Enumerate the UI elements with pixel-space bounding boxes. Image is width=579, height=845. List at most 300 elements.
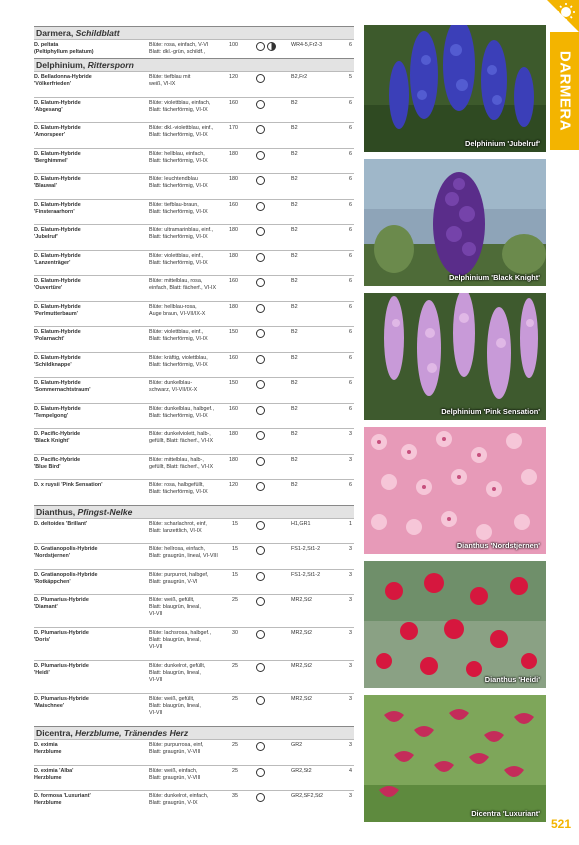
sun-exposure-icon	[256, 457, 265, 466]
table-row	[34, 148, 354, 174]
description-line: Blatt: fächerförmig, VI-IX	[149, 259, 208, 266]
description-line: Blüte: tiefblau mit	[149, 74, 191, 80]
photo-caption: Dianthus 'Nordstjernen'	[456, 541, 540, 550]
description-line: Blüte: dunkelrot, einfach,	[149, 793, 209, 799]
section-heading	[34, 58, 354, 71]
habitat-code: B2	[291, 201, 298, 208]
description-line: VI-VII	[149, 677, 163, 683]
photo-dianthus-nordstjernen	[364, 427, 546, 554]
delphinium-purple-photo-icon	[364, 159, 546, 286]
photo-caption: Delphinium 'Jubelruf'	[465, 139, 540, 148]
description-line: Blatt: blaugrün, lineal,	[149, 670, 201, 676]
plant-name	[34, 457, 144, 471]
plant-name	[34, 304, 144, 318]
description-line: Blüte: hellrosa, einfach,	[149, 546, 206, 552]
cultivar-name: 'Diamant'	[34, 604, 58, 610]
section-tab	[550, 32, 579, 150]
botanical-name: D. deltoides 'Brillant'	[34, 520, 88, 527]
plant-description	[149, 176, 229, 190]
plant-height: 160	[229, 278, 238, 284]
table-row	[34, 569, 354, 595]
plant-description	[149, 482, 229, 496]
description-line: Blüte: hellblau-rosa,	[149, 303, 197, 310]
plant-name	[34, 572, 144, 586]
habitat-code: MR2,St2	[291, 597, 312, 603]
plants-per-sqm: 3	[349, 456, 352, 463]
habitat-code: B2	[291, 456, 298, 463]
botanical-name: D. Elatum-Hybride	[34, 405, 81, 412]
plant-height: 180	[229, 456, 238, 463]
description-line: Blüte: leuchtendblau	[149, 176, 198, 182]
plant-name	[34, 329, 144, 343]
plant-description	[149, 278, 229, 292]
habitat-code: B2	[291, 252, 298, 259]
section-heading	[34, 26, 354, 39]
plant-description	[149, 768, 229, 782]
plant-height: 180	[229, 227, 238, 233]
description-line: Blatt: fächerförmig, VI-IX	[149, 361, 208, 368]
description-line: Blatt: fächerförmig, VI-IX	[149, 336, 208, 342]
table-row	[34, 454, 354, 480]
common-name: Herzblume, Tränendes Herz	[75, 728, 189, 738]
plant-name	[34, 406, 144, 420]
habitat-code: MR2,St2	[291, 663, 312, 669]
botanical-name: D. Elatum-Hybride	[34, 278, 81, 284]
plant-description	[149, 457, 229, 471]
plant-description	[149, 151, 229, 165]
sun-exposure-icon	[256, 278, 265, 287]
plant-name	[34, 742, 144, 756]
plant-description	[149, 42, 229, 56]
habitat-code: FS1-2,St1-2	[291, 546, 321, 552]
table-row	[34, 39, 354, 58]
delphinium-blue-photo-icon	[364, 25, 546, 152]
plant-description	[149, 304, 229, 318]
habitat-code: B2	[291, 431, 298, 437]
plant-name	[34, 74, 144, 88]
cultivar-name: 'Black Knight'	[34, 438, 70, 444]
plant-name	[34, 696, 144, 710]
description-line: Blüte: weiß, gefüllt,	[149, 597, 195, 603]
cultivar-name: 'Blue Bird'	[34, 463, 61, 470]
delphinium-pink-photo-icon	[364, 293, 546, 420]
common-name: Rittersporn	[87, 60, 134, 70]
botanical-name: D. Belladonna-Hybride	[34, 74, 92, 80]
photo-caption: Dianthus 'Heidi'	[484, 675, 540, 684]
table-row	[34, 790, 354, 816]
description-line: Blüte: violettblau, einf.,	[149, 329, 204, 335]
sun-exposure-icon	[256, 597, 265, 606]
description-line: Blatt: graugrün, V-VIII	[149, 774, 201, 781]
table-row	[34, 352, 354, 378]
sun-exposure-icon	[256, 742, 265, 751]
plant-name	[34, 355, 144, 369]
cultivar-name: 'Maischnee'	[34, 703, 65, 709]
plant-name	[34, 521, 144, 528]
sun-exposure-icon	[256, 572, 265, 581]
habitat-code: B2	[291, 303, 298, 310]
botanical-name: D. Elatum-Hybride	[34, 150, 81, 157]
sun-exposure-icon	[256, 151, 265, 160]
cultivar-name: Herzblume	[34, 800, 62, 806]
description-line: Blatt: graugrün, V-VIII	[149, 749, 201, 755]
plant-name	[34, 125, 144, 139]
plant-description	[149, 742, 229, 756]
description-line: Blüte: tiefblau-braun,	[149, 201, 199, 208]
sun-exposure-icon	[256, 696, 265, 705]
description-line: Blatt: fächerförmig, VI-IX	[149, 132, 208, 138]
habitat-code: B2	[291, 329, 298, 335]
sun-exposure-icon	[256, 546, 265, 555]
common-name: Pfingst-Nelke	[77, 506, 133, 517]
section-tab-label: DARMERA	[556, 50, 573, 132]
description-line: Blatt: fächerförmig, VI-IX	[149, 208, 208, 215]
half-shade-icon	[267, 42, 276, 51]
plant-height: 25	[232, 767, 238, 774]
plant-name	[34, 151, 144, 165]
plants-per-sqm: 6	[349, 278, 352, 284]
plants-per-sqm: 6	[349, 99, 352, 106]
plant-height: 160	[229, 405, 238, 412]
plant-name	[34, 793, 144, 807]
table-row	[34, 660, 354, 693]
sun-exposure-icon	[256, 482, 265, 491]
habitat-code: GR2,SF2,St2	[291, 793, 324, 799]
plant-height: 160	[229, 99, 238, 106]
botanical-name: D. peltata	[34, 42, 59, 48]
cultivar-name: 'Abgesang'	[34, 106, 63, 113]
sun-exposure-icon	[256, 793, 265, 802]
habitat-code: B2	[291, 99, 298, 106]
genus-name: Dianthus,	[36, 506, 76, 517]
description-line: Blatt: graugrün, lineal, VI-VIII	[149, 553, 218, 559]
table-row	[34, 275, 354, 301]
cultivar-name: 'Perlmutterbaum'	[34, 310, 78, 317]
sun-exposure-icon	[256, 406, 265, 415]
cultivar-name: Herzblume	[34, 749, 62, 755]
plants-per-sqm: 6	[349, 176, 352, 182]
photo-caption: Delphinium 'Pink Sensation'	[441, 407, 540, 416]
plants-per-sqm: 5	[349, 74, 352, 80]
section-heading	[34, 505, 354, 518]
cultivar-name: 'Doris'	[34, 637, 51, 643]
plant-name	[34, 278, 144, 292]
cultivar-name: 'Polarnacht'	[34, 336, 65, 342]
plant-height: 25	[232, 742, 238, 748]
plant-description	[149, 125, 229, 139]
sun-exposure-icon	[256, 663, 265, 672]
description-line: Blüte: rosa, halbgefüllt,	[149, 482, 204, 488]
plant-name	[34, 42, 144, 56]
description-line: Blüte: kräftig, violettblau,	[149, 354, 208, 361]
plant-height: 25	[232, 696, 238, 702]
description-line: Blatt: blaugrün, lineal,	[149, 637, 201, 643]
plant-height: 180	[229, 150, 238, 157]
plant-height: 25	[232, 597, 238, 603]
plant-height: 150	[229, 380, 238, 386]
genus-name: Dicentra,	[36, 728, 73, 738]
description-line: Blüte: dunkelblau, halbgef.,	[149, 405, 215, 412]
sun-exposure-icon	[256, 329, 265, 338]
plant-description	[149, 546, 229, 560]
table-row	[34, 199, 354, 225]
botanical-name: D. Pacific-Hybride	[34, 431, 81, 437]
habitat-code: H1,GR1	[291, 520, 311, 527]
sun-exposure-icon	[256, 176, 265, 185]
cultivar-name: 'Heidi'	[34, 670, 50, 676]
description-line: weiß, VI-IX	[149, 81, 176, 87]
plant-name	[34, 253, 144, 267]
description-line: gefüllt, Blatt: fächerf., VI-IX	[149, 463, 214, 470]
habitat-code: B2	[291, 278, 298, 284]
sun-exposure-icon	[256, 768, 265, 777]
sun-exposure-icon	[256, 42, 265, 51]
botanical-name: D. Elatum-Hybride	[34, 380, 81, 386]
habitat-code: B2,Fr2	[291, 74, 308, 80]
plants-per-sqm: 3	[349, 663, 352, 669]
description-line: Blüte: violettblau, einf.,	[149, 252, 204, 259]
cultivar-name: 'Amorspeer'	[34, 132, 66, 138]
plant-description	[149, 431, 229, 445]
plants-per-sqm: 3	[349, 630, 352, 636]
plant-name	[34, 176, 144, 190]
plant-table	[34, 26, 354, 816]
plant-height: 100	[229, 42, 238, 48]
cultivar-name: 'Sommernachtstraum'	[34, 387, 91, 393]
dicentra-photo-icon	[364, 695, 546, 822]
table-row	[34, 377, 354, 403]
plants-per-sqm: 6	[349, 329, 352, 335]
plants-per-sqm: 3	[349, 696, 352, 702]
plant-height: 160	[229, 201, 238, 208]
botanical-name: D. Pacific-Hybride	[34, 456, 81, 463]
sun-exposure-icon	[256, 431, 265, 440]
habitat-code: FS1-2,St1-2	[291, 571, 321, 578]
description-line: gefüllt, Blatt: fächerf., VI-IX	[149, 438, 214, 444]
plant-name	[34, 597, 144, 611]
plant-height: 15	[232, 546, 238, 552]
table-row	[34, 428, 354, 454]
plants-per-sqm: 3	[349, 793, 352, 799]
description-line: Blüte: mittelblau, halb-,	[149, 456, 204, 463]
cultivar-name: 'Finsteraarhorn'	[34, 208, 75, 215]
description-line: Blatt: fächerförmig, VI-IX	[149, 157, 208, 164]
description-line: einfach, Blatt: fächerf., VI-IX	[149, 285, 217, 291]
plants-per-sqm: 6	[349, 150, 352, 157]
plants-per-sqm: 6	[349, 125, 352, 131]
description-line: VI-VII	[149, 710, 163, 716]
description-line: Blüte: hellblau, einfach,	[149, 150, 205, 157]
botanical-name: D. Plumarius-Hybride	[34, 663, 89, 669]
sun-exposure-icon	[256, 304, 265, 313]
plant-height: 180	[229, 303, 238, 310]
plants-per-sqm: 6	[349, 482, 352, 488]
plant-description	[149, 380, 229, 394]
plant-height: 25	[232, 663, 238, 669]
botanical-name: D. Elatum-Hybride	[34, 176, 81, 182]
description-line: Blüte: rosa, einfach, V-VI	[149, 42, 209, 48]
habitat-code: GR2,St2	[291, 767, 312, 774]
table-row	[34, 543, 354, 569]
cultivar-name: 'Ouvertüre'	[34, 285, 63, 291]
plants-per-sqm: 6	[349, 227, 352, 233]
description-line: VI-VII	[149, 644, 163, 650]
plants-per-sqm: 3	[349, 431, 352, 437]
table-row	[34, 594, 354, 627]
plant-description	[149, 355, 229, 369]
plant-description	[149, 329, 229, 343]
table-row	[34, 326, 354, 352]
plants-per-sqm: 6	[349, 201, 352, 208]
plants-per-sqm: 6	[349, 252, 352, 259]
description-line: Blüte: dunkelviolett, halb-,	[149, 431, 211, 437]
description-line: Blüte: ultramarinblau, einf.,	[149, 227, 214, 233]
plant-description	[149, 572, 229, 586]
description-line: VI-VII	[149, 611, 163, 617]
plant-description	[149, 597, 229, 618]
plants-per-sqm: 1	[349, 520, 352, 527]
cultivar-name: Herzblume	[34, 774, 62, 781]
sun-exposure-icon	[256, 74, 265, 83]
plant-height: 15	[232, 571, 238, 578]
table-row	[34, 71, 354, 97]
table-row	[34, 693, 354, 726]
table-row	[34, 403, 354, 429]
plant-description	[149, 521, 229, 535]
plant-name	[34, 431, 144, 445]
plants-per-sqm: 6	[349, 405, 352, 412]
sun-exposure-icon	[256, 125, 265, 134]
plant-height: 35	[232, 793, 238, 799]
cultivar-name: (Peltiphyllum peltatum)	[34, 49, 94, 55]
table-row	[34, 479, 354, 505]
plant-height: 180	[229, 252, 238, 259]
plant-name	[34, 202, 144, 216]
description-line: Blüte: purpurrosa, einf,	[149, 742, 204, 748]
botanical-name: D. Elatum-Hybride	[34, 99, 81, 106]
description-line: Blatt: blaugrün, lineal,	[149, 703, 201, 709]
description-line: Blüte: dunkelrot, gefüllt,	[149, 663, 206, 669]
cultivar-name: 'Nordstjernen'	[34, 553, 71, 559]
plant-name	[34, 768, 144, 782]
plants-per-sqm: 6	[349, 380, 352, 386]
common-name: Schildblatt	[75, 28, 120, 38]
description-line: Blüte: weiß, gefüllt,	[149, 696, 195, 702]
description-line: Blüte: dunkelblau-	[149, 380, 193, 386]
habitat-code: B2	[291, 125, 298, 131]
botanical-name: D. x ruysii 'Pink Sensation'	[34, 482, 103, 488]
plant-height: 120	[229, 74, 238, 80]
description-line: Blatt: dkl.-grün, schildf.,	[149, 49, 206, 55]
section-heading	[34, 726, 354, 739]
habitat-code: B2	[291, 405, 298, 412]
cultivar-name: 'Jubelruf'	[34, 234, 58, 240]
genus-name: Darmera,	[36, 28, 74, 38]
sun-exposure-icon	[256, 100, 265, 109]
plant-height: 160	[229, 354, 238, 361]
photo-delphinium-pink-sensation	[364, 293, 546, 420]
dianthus-red-photo-icon	[364, 561, 546, 688]
description-line: Blüte: weiß, einfach,	[149, 767, 198, 774]
table-row	[34, 97, 354, 123]
table-row	[34, 301, 354, 327]
plant-description	[149, 793, 229, 807]
plant-name	[34, 482, 144, 489]
botanical-name: D. formosa 'Luxuriant'	[34, 793, 91, 799]
photo-delphinium-black-knight	[364, 159, 546, 286]
habitat-code: B2	[291, 227, 298, 233]
sun-exposure-icon	[256, 380, 265, 389]
plants-per-sqm: 6	[349, 354, 352, 361]
botanical-name: D. Elatum-Hybride	[34, 201, 81, 208]
photo-caption: Delphinium 'Black Knight'	[449, 273, 540, 282]
plant-description	[149, 696, 229, 717]
habitat-code: B2	[291, 176, 298, 182]
botanical-name: D. Elatum-Hybride	[34, 227, 81, 233]
plant-name	[34, 546, 144, 560]
photo-caption: Dicentra 'Luxuriant'	[471, 809, 540, 818]
plant-height: 15	[232, 520, 238, 527]
botanical-name: D. Plumarius-Hybride	[34, 696, 89, 702]
botanical-name: D. Gratianopolis-Hybride	[34, 571, 98, 578]
botanical-name: D. Elatum-Hybride	[34, 125, 81, 131]
description-line: Blatt: lanzettlich, VI-IX	[149, 527, 202, 534]
plant-name	[34, 663, 144, 677]
table-row	[34, 224, 354, 250]
description-line: Blatt: blaugrün, lineal,	[149, 604, 201, 610]
plant-height: 180	[229, 176, 238, 182]
photo-column	[364, 25, 546, 829]
description-line: Blatt: fächerförmig, VI-IX	[149, 412, 208, 419]
dianthus-pink-photo-icon	[364, 427, 546, 554]
habitat-code: B2	[291, 150, 298, 157]
plant-height: 150	[229, 329, 238, 335]
sun-exposure-icon	[256, 202, 265, 211]
habitat-code: GR2	[291, 742, 303, 748]
cultivar-name: 'Lanzenträger'	[34, 259, 71, 266]
habitat-code: B2	[291, 354, 298, 361]
description-line: Blüte: lachsrosa, halbgef.,	[149, 630, 212, 636]
table-row	[34, 250, 354, 276]
table-row	[34, 627, 354, 660]
plant-name	[34, 380, 144, 394]
plant-height: 180	[229, 431, 238, 437]
plant-name	[34, 227, 144, 241]
plant-name	[34, 100, 144, 114]
cultivar-name: 'Schildknappe'	[34, 361, 72, 368]
habitat-code: MR2,St2	[291, 696, 312, 702]
cultivar-name: 'Blauwal'	[34, 183, 57, 189]
habitat-code: MR2,St2	[291, 630, 312, 636]
plants-per-sqm: 3	[349, 571, 352, 578]
description-line: Auge braun, VI-VII/IX-X	[149, 310, 206, 317]
plant-height: 120	[229, 482, 238, 488]
genus-name: Delphinium,	[36, 60, 86, 70]
botanical-name: D. Plumarius-Hybride	[34, 597, 89, 603]
botanical-name: D. Gratianopolis-Hybride	[34, 546, 98, 552]
plant-height: 170	[229, 125, 238, 131]
plant-name	[34, 630, 144, 644]
botanical-name: D. Elatum-Hybride	[34, 354, 81, 361]
description-line: Blüte: mittelblau, rosa,	[149, 278, 203, 284]
sun-exposure-icon	[256, 521, 265, 530]
cultivar-name: 'Tempelgong'	[34, 412, 69, 419]
plant-description	[149, 74, 229, 88]
plant-description	[149, 253, 229, 267]
description-line: Blüte: purpurrot, halbgef,	[149, 571, 209, 578]
plants-per-sqm: 3	[349, 546, 352, 552]
cultivar-name: 'Berghimmel'	[34, 157, 68, 164]
